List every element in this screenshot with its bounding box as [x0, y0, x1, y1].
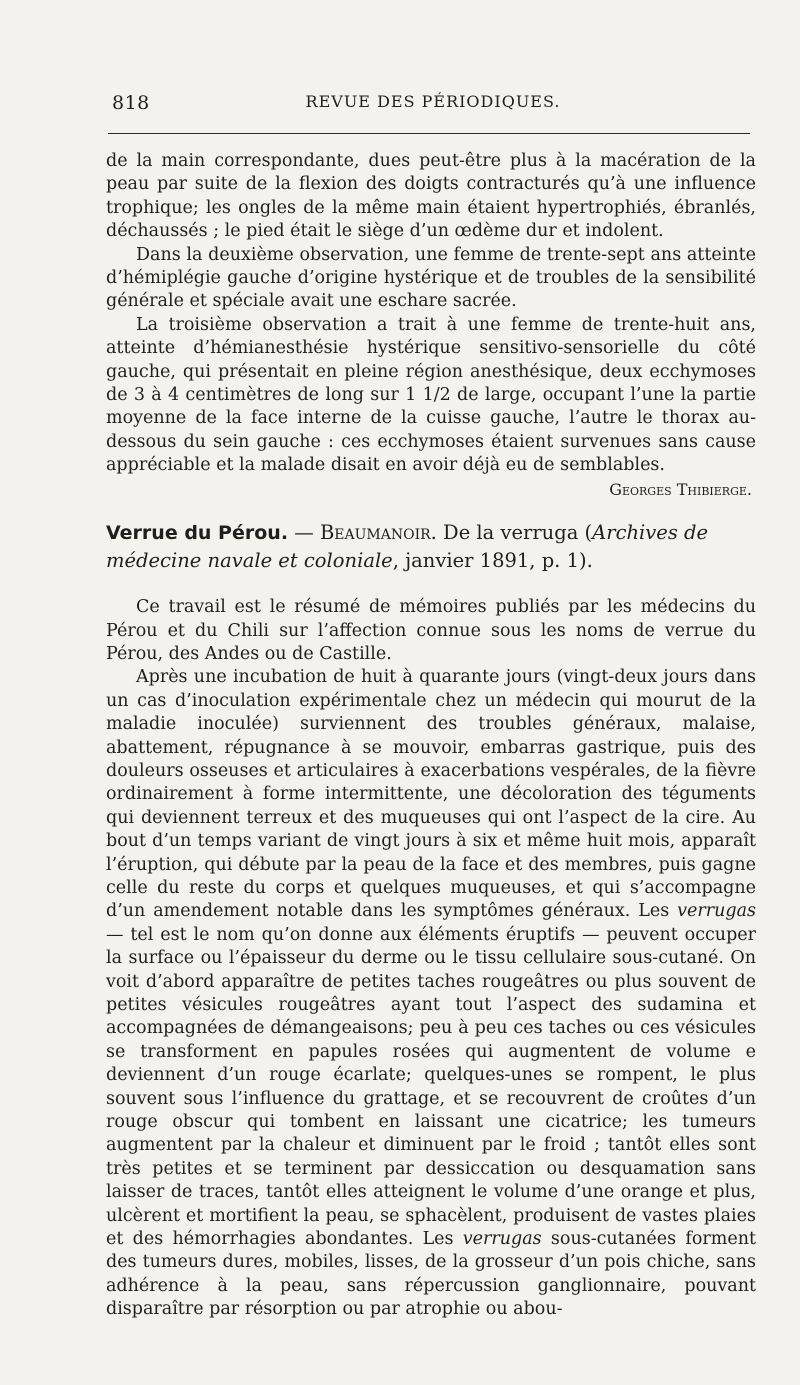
- title-dash: —: [288, 521, 320, 545]
- article-heading: [106, 519, 756, 574]
- description-part-3: sous-cutanées forment des tumeurs dures, mobiles, lisses, de la grosseur d’un pois chiche, sans adhérence à la peau, sans répercussion ganglionnaire, pouvant disparaître par résorption ou par atrophie ou abou-: [106, 1229, 757, 1320]
- page-number: 818: [112, 92, 150, 114]
- description-part-2: — tel est le nom qu’on donne aux éléments éruptifs — peuvent occuper la surface ou l’épaisseur du derme ou le tissu cellulaire sous-cutané. On voit d’abord apparaître de petites taches rougeâtres ou plus souvent de petites vésicules rougeâtres ayant tout l’aspect des sudamina et accompagnées de démangeaisons; peu à peu ces taches ou ces vésicules se transforment en papules rosées qui augmentent de volume e deviennent d’un rouge écarlate; quelques-unes se rompent, le plus souvent sous l’influence du grattage, et se recouvrent de croûtes d’un rouge obscur qui tombent en laissant une cicatrice; les tumeurs augmentent par la chaleur et diminuent par le froid ; tantôt elles sont très petites et se terminent par dessiccation ou desquamation sans laisser de traces, tantôt elles atteignent le volume d’une orange et plus, ulcèrent et mortifient la peau, se sphacèlent, produisent de vastes plaies et des hémorrhagies abondantes. Les: [106, 924, 756, 1250]
- article-author: Beaumanoir: [319, 521, 431, 545]
- paragraph-second-observation: Dans la deuxième observation, une femme de trente-sept ans atteinte d’hémiplégie gauche d’origine hystérique et de troubles de la sensibilité générale et spéciale avait une eschare sacrée.: [106, 244, 756, 312]
- article-title: Verrue du Pérou.: [106, 522, 289, 545]
- paragraph-third-observation: La troisième observation a trait à une femme de trente-huit ans, atteinte d’hémianesthésie hystérique sensitivo-sensorielle du côté gauche, qui présentait en pleine région anesthésique, deux ecchymoses de 3 à 4 centimètres de long sur 1 1/2 de large, occupant l’une la partie moyenne de la face interne de la cuisse gauche, l’autre le thorax au-dessous du sein gauche : ces ecchymoses étaient survenues sans cause appréciable et la malade disait en avoir déjà eu de semblables.: [106, 314, 756, 476]
- paragraph-description: [106, 666, 756, 1321]
- page-header: [112, 92, 754, 122]
- description-part-1: Après une incubation de huit à quarante jours (vingt-deux jours dans un cas d’inoculation expérimentale chez un médecin qui mourut de la maladie inoculée) surviennent des troubles généraux, malaise, abattement, répugnance à se mouvoir, embarras gastrique, puis des douleurs osseuses et articulaires à exacerbations vespérales, de la fièvre ordinairement à forme intermittente, une décoloration des téguments qui deviennent terreux et des muqueuses qui ont l’aspect de la cire. Au bout d’un temps variant de vingt jours à six et même huit mois, apparaît l’éruption, qui débute par la peau de la face et des membres, puis gagne celle du reste du corps et quelques muqueuses, et qui s’accompagne d’un amendement notable dans les symptômes généraux. Les: [106, 667, 756, 922]
- signature: Georges Thibierge.: [609, 479, 752, 499]
- citation-end: , janvier 1891, p. 1).: [392, 549, 593, 573]
- header-rule: [108, 133, 750, 134]
- paragraph-continued: de la main correspondante, dues peut-être plus à la macération de la peau par suite de la flexion des doigts contracturés qu’à une influence trophique; les ongles de la même main étaient hypertrophiés, ébranlés, déchaussés ; le pied était le siège d’un œdème dur et indolent.: [106, 151, 756, 242]
- paragraph-summary: Ce travail est le résumé de mémoires publiés par les médecins du Pérou et du Chili sur l’affection connue sous les noms de verrue du Pérou, des Andes ou de Castille.: [106, 597, 756, 664]
- term-verrugas: verrugas: [677, 901, 756, 922]
- journal-name: Archives de médecine navale et coloniale: [106, 521, 709, 573]
- term-verrugas: verrugas: [462, 1229, 542, 1250]
- article-subtitle: . De la verruga (: [430, 521, 593, 545]
- running-title: REVUE DES PÉRIODIQUES.: [305, 92, 561, 111]
- page-body: [106, 150, 756, 1322]
